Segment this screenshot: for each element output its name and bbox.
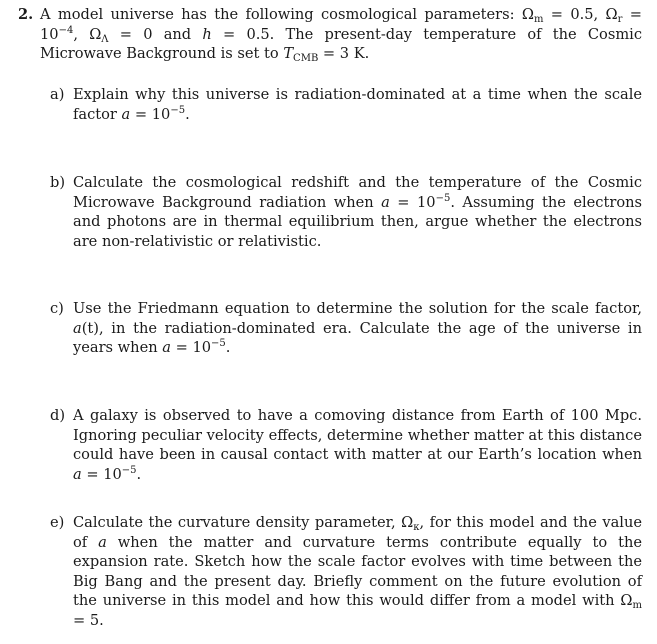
part-b [50,173,642,251]
intro-text: A model universe has the following cosmological parameters: [40,6,522,23]
part-e [50,513,642,631]
part-label: b) [50,174,66,191]
part-d-text: A galaxy is observed to have a comoving distance from Earth of 100 Mpc. Ignoring peculiar velocity effects, determine whether matter at this distance could have been in causal contact with matter at our Earth’s location when $a = 10^{-5}$. [73,407,642,483]
part-d [50,406,642,484]
part-e-text: Calculate the curvature density parameter, $\Omega_\kappa$, for this model and the value of a when the matter and curvature terms contribute equally to the expansion rate. Sketch how the scale factor evolves with time between the Big Bang and the present day. Briefly comment on the future evolution of the universe in this model and how this would differ from a model with $\Omega_m = 5$. [73,514,642,629]
omega-r: $\Omega_r$ [605,6,623,25]
question-intro: A model universe has the following cosmological parameters: $\Omega_m = 0.5$, $\Omega_r = 10^{-4}$, $\Omega_\Lambda = 0$ and h = 0.5. The present-day temperature of the Cosmic Microwave Background is set to $T_{CMB} = 3$ K. [40,6,642,65]
part-label: d) [50,407,66,424]
omega-m: $\Omega_m$ [620,592,642,612]
part-label: c) [50,300,64,317]
part-label: a) [50,86,65,103]
part-a [50,85,642,124]
omega-lambda: $\Omega_\Lambda$ [89,25,109,45]
part-c [50,299,642,358]
part-a-text: Explain why this universe is radiation-dominated at a time when the scale factor $a = 10^{-5}$. [73,86,642,123]
omega-kappa: $\Omega_\kappa$ [401,514,420,533]
part-c-text: Use the Friedmann equation to determine the solution for the scale factor, a(t), in the radiation-dominated era. Calculate the age of the universe in years when $a = 10^{-5}$. [73,300,642,357]
part-b-text: Calculate the cosmological redshift and the temperature of the Cosmic Microwave Background radiation when $a = 10^{-5}$. Assuming the electrons and photons are in thermal equilibrium then, argue whether the electrons are non-relativistic or relativistic. [73,174,642,250]
question-number: 2. [18,6,34,23]
part-label: e) [50,514,65,531]
omega-m: $\Omega_m$ [521,6,544,25]
